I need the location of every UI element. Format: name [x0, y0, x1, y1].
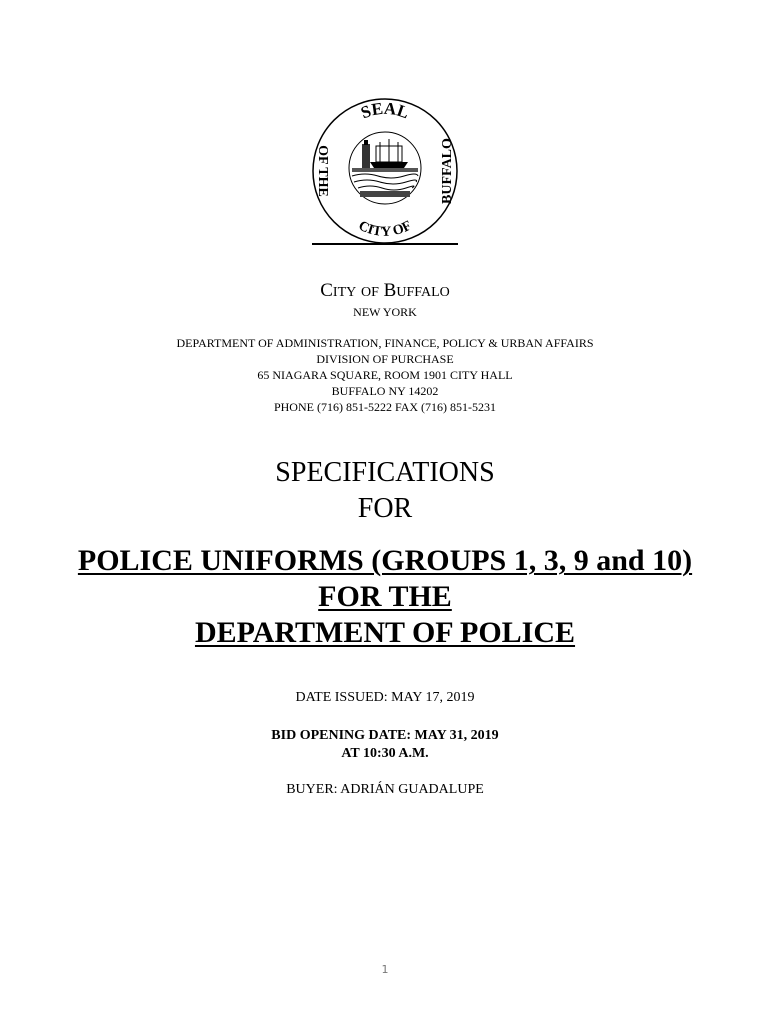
state-name: NEW YORK — [353, 305, 417, 319]
date-issued: DATE ISSUED: MAY 17, 2019 — [295, 690, 475, 705]
buyer: BUYER: ADRIÁN GUADALUPE — [286, 782, 484, 797]
title-line-3: DEPARTMENT OF POLICE — [194, 616, 576, 649]
seal-emblem — [349, 132, 421, 204]
bid-opening-time: AT 10:30 A.M. — [341, 746, 429, 761]
division-line: DIVISION OF PURCHASE — [316, 352, 454, 366]
page-number: 1 — [381, 963, 389, 976]
city-zip-line: BUFFALO NY 14202 — [331, 384, 439, 398]
city-name: CITY OF BUFFALO — [320, 280, 450, 301]
document-title — [0, 543, 770, 651]
seal-left-text: OF THE — [315, 145, 330, 197]
bid-opening — [0, 727, 770, 763]
phone-fax-line: PHONE (716) 851-5222 FAX (716) 851-5231 — [273, 400, 497, 414]
street-line: 65 NIAGARA SQUARE, ROOM 1901 CITY HALL — [257, 368, 513, 382]
title-line-1: POLICE UNIFORMS (GROUPS 1, 3, 9 and 10) — [77, 544, 693, 577]
bid-opening-date: BID OPENING DATE: MAY 31, 2019 — [271, 728, 499, 743]
address-block — [0, 335, 770, 415]
department-line: DEPARTMENT OF ADMINISTRATION, FINANCE, POLICY & URBAN AFFAIRS — [176, 336, 594, 350]
seal-top-text: SEAL — [358, 98, 412, 123]
seal-right-text: BUFFALO — [440, 138, 455, 204]
seal-bottom-text: CITY OF — [355, 218, 415, 240]
specifications-heading: SPECIFICATIONS FOR — [275, 457, 495, 524]
title-line-2: FOR THE — [318, 580, 452, 613]
seal-underline — [312, 243, 458, 245]
city-seal — [310, 96, 460, 246]
